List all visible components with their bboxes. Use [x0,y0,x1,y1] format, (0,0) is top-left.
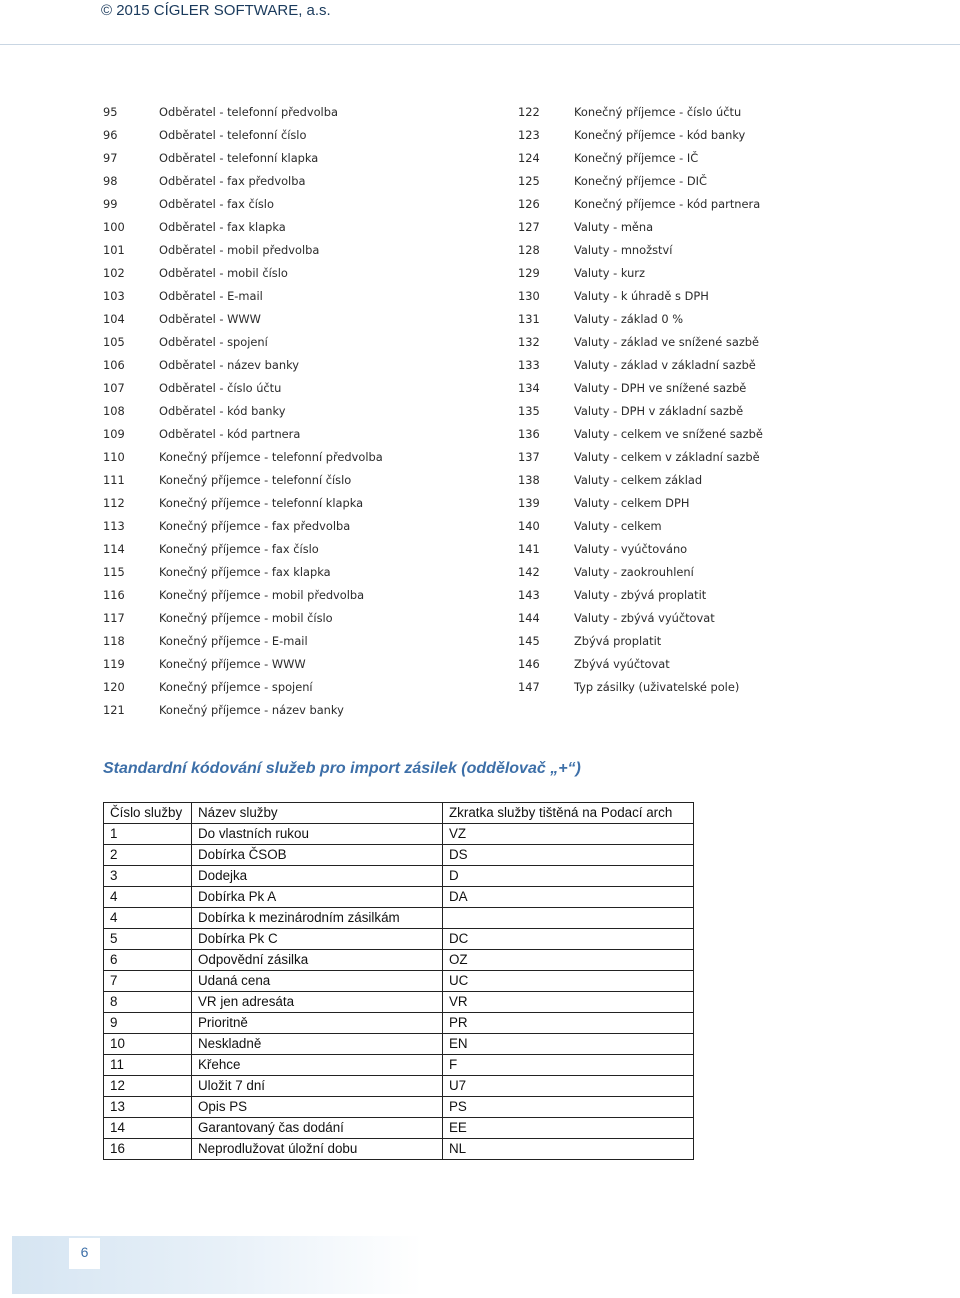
service-abbreviation: DC [443,929,694,950]
table-row [104,1097,694,1118]
field-label: Odběratel - kód partnera [159,427,301,441]
field-label: Konečný příjemce - DIČ [574,174,707,188]
service-number: 6 [104,950,192,971]
field-label: Valuty - zbývá vyúčtovat [574,611,715,625]
field-number: 142 [518,565,540,579]
section-title: Standardní kódování služeb pro import zásilek (oddělovač „+“) [103,760,581,777]
field-label: Konečný příjemce - fax předvolba [159,519,351,533]
service-abbreviation: PR [443,1013,694,1034]
service-abbreviation: D [443,866,694,887]
field-row [103,285,383,308]
field-number: 119 [103,657,125,671]
field-label: Odběratel - číslo účtu [159,381,282,395]
table-row [104,971,694,992]
service-abbreviation: EN [443,1034,694,1055]
page-number: 6 [69,1238,100,1269]
field-row [518,124,763,147]
field-row [518,331,763,354]
service-abbreviation: PS [443,1097,694,1118]
field-number: 123 [518,128,540,142]
field-label: Valuty - kurz [574,266,645,280]
field-label: Odběratel - telefonní klapka [159,151,319,165]
field-number: 146 [518,657,540,671]
field-number: 101 [103,243,125,257]
service-name: Do vlastních rukou [192,824,443,845]
field-number: 99 [103,197,118,211]
field-number: 96 [103,128,118,142]
service-name: Křehce [192,1055,443,1076]
field-label: Zbývá vyúčtovat [574,657,670,671]
field-number: 132 [518,335,540,349]
field-label: Konečný příjemce - fax číslo [159,542,319,556]
field-number: 122 [518,105,540,119]
page-header [0,0,960,45]
field-label: Valuty - vyúčtováno [574,542,688,556]
field-row [103,653,383,676]
field-row [518,538,763,561]
field-label: Odběratel - název banky [159,358,299,372]
field-label: Odběratel - telefonní číslo [159,128,307,142]
field-number: 136 [518,427,540,441]
field-number: 134 [518,381,540,395]
field-label: Valuty - množství [574,243,673,257]
field-number: 147 [518,680,540,694]
field-number: 114 [103,542,125,556]
field-row [518,446,763,469]
field-label: Odběratel - fax číslo [159,197,274,211]
field-row [103,699,383,722]
field-number: 110 [103,450,125,464]
service-number: 16 [104,1139,192,1160]
field-label: Konečný příjemce - telefonní klapka [159,496,364,510]
field-number: 141 [518,542,540,556]
field-label: Valuty - celkem [574,519,662,533]
service-name: Garantovaný čas dodání [192,1118,443,1139]
field-label: Konečný příjemce - spojení [159,680,313,694]
column-header-name: Název služby [192,803,443,824]
field-number: 139 [518,496,540,510]
field-number: 126 [518,197,540,211]
copyright-text: © 2015 CÍGLER SOFTWARE, a.s. [101,2,331,19]
field-number: 108 [103,404,125,418]
field-row [103,101,383,124]
field-row [103,538,383,561]
table-row [104,1034,694,1055]
field-label: Konečný příjemce - telefonní číslo [159,473,352,487]
field-number: 102 [103,266,125,280]
field-number: 112 [103,496,125,510]
field-row [518,193,763,216]
field-label: Odběratel - spojení [159,335,268,349]
field-label: Valuty - k úhradě s DPH [574,289,709,303]
service-number: 8 [104,992,192,1013]
field-row [103,469,383,492]
field-label: Valuty - základ v základní sazbě [574,358,756,372]
service-abbreviation: VR [443,992,694,1013]
field-number: 98 [103,174,118,188]
field-number: 115 [103,565,125,579]
service-abbreviation: F [443,1055,694,1076]
field-label: Konečný příjemce - název banky [159,703,344,717]
field-number: 100 [103,220,125,234]
field-row [103,124,383,147]
table-row [104,824,694,845]
field-number: 105 [103,335,125,349]
field-number: 127 [518,220,540,234]
field-list-left [103,101,383,722]
field-label: Valuty - zaokrouhlení [574,565,694,579]
field-row [103,607,383,630]
field-row [518,216,763,239]
field-row [103,584,383,607]
field-label: Typ zásilky (uživatelské pole) [574,680,740,694]
field-row [103,331,383,354]
service-number: 3 [104,866,192,887]
service-name: Prioritně [192,1013,443,1034]
service-number: 5 [104,929,192,950]
field-label: Valuty - DPH v základní sazbě [574,404,744,418]
field-row [518,653,763,676]
field-row [103,515,383,538]
field-label: Valuty - DPH ve snížené sazbě [574,381,747,395]
field-row [518,607,763,630]
field-label: Valuty - zbývá proplatit [574,588,707,602]
service-number: 9 [104,1013,192,1034]
service-abbreviation: DS [443,845,694,866]
field-row [518,676,763,699]
service-number: 14 [104,1118,192,1139]
field-row [518,354,763,377]
field-label: Konečný příjemce - kód banky [574,128,746,142]
field-row [518,400,763,423]
service-abbreviation: UC [443,971,694,992]
field-number: 129 [518,266,540,280]
table-row [104,1076,694,1097]
service-number: 2 [104,845,192,866]
service-abbreviation: DA [443,887,694,908]
field-label: Konečný příjemce - číslo účtu [574,105,742,119]
field-row [103,377,383,400]
field-label: Valuty - základ ve snížené sazbě [574,335,760,349]
field-row [103,147,383,170]
field-label: Konečný příjemce - WWW [159,657,306,671]
field-row [103,561,383,584]
table-row [104,845,694,866]
service-number: 4 [104,887,192,908]
field-number: 103 [103,289,125,303]
field-label: Odběratel - fax předvolba [159,174,306,188]
service-name: Opis PS [192,1097,443,1118]
service-abbreviation: OZ [443,950,694,971]
table-row [104,992,694,1013]
service-name: Dobírka k mezinárodním zásilkám [192,908,443,929]
field-row [518,561,763,584]
field-row [518,308,763,331]
field-number: 106 [103,358,125,372]
table-row [104,887,694,908]
service-number: 10 [104,1034,192,1055]
field-label: Odběratel - mobil číslo [159,266,288,280]
field-row [103,492,383,515]
field-number: 104 [103,312,125,326]
service-name: Dodejka [192,866,443,887]
field-number: 125 [518,174,540,188]
field-row [518,285,763,308]
field-row [103,193,383,216]
field-label: Odběratel - mobil předvolba [159,243,320,257]
field-number: 117 [103,611,125,625]
field-label: Konečný příjemce - kód partnera [574,197,761,211]
field-row [103,170,383,193]
field-number: 140 [518,519,540,533]
field-label: Konečný příjemce - IČ [574,151,699,165]
field-label: Valuty - celkem ve snížené sazbě [574,427,763,441]
field-label: Valuty - celkem základ [574,473,703,487]
table-row [104,1139,694,1160]
field-number: 124 [518,151,540,165]
field-row [518,101,763,124]
column-header-number: Číslo služby [104,803,192,824]
field-row [103,630,383,653]
field-row [518,515,763,538]
field-label: Konečný příjemce - E-mail [159,634,308,648]
table-row [104,1013,694,1034]
column-header-abbreviation: Zkratka služby tištěná na Podací arch [443,803,694,824]
field-number: 128 [518,243,540,257]
field-row [103,446,383,469]
field-number: 145 [518,634,540,648]
field-row [518,170,763,193]
table-row [104,1055,694,1076]
field-row [103,676,383,699]
field-number: 137 [518,450,540,464]
field-label: Odběratel - telefonní předvolba [159,105,338,119]
field-row [518,492,763,515]
field-number: 143 [518,588,540,602]
service-number: 12 [104,1076,192,1097]
service-number: 7 [104,971,192,992]
service-name: Odpovědní zásilka [192,950,443,971]
field-label: Konečný příjemce - mobil předvolba [159,588,365,602]
field-label: Konečný příjemce - mobil číslo [159,611,333,625]
service-name: Dobírka Pk A [192,887,443,908]
field-list-right [518,101,763,699]
service-name: Uložit 7 dní [192,1076,443,1097]
service-abbreviation [443,908,694,929]
field-label: Odběratel - kód banky [159,404,286,418]
field-number: 118 [103,634,125,648]
field-number: 111 [103,473,125,487]
service-name: Dobírka Pk C [192,929,443,950]
table-row [104,950,694,971]
field-row [518,239,763,262]
service-name: Udaná cena [192,971,443,992]
field-number: 133 [518,358,540,372]
field-number: 116 [103,588,125,602]
field-row [103,423,383,446]
field-row [518,262,763,285]
table-row [104,866,694,887]
field-row [103,262,383,285]
field-number: 144 [518,611,540,625]
field-number: 138 [518,473,540,487]
field-row [518,630,763,653]
field-row [518,377,763,400]
field-number: 135 [518,404,540,418]
field-label: Odběratel - WWW [159,312,261,326]
field-row [518,147,763,170]
field-label: Odběratel - fax klapka [159,220,286,234]
field-label: Zbývá proplatit [574,634,662,648]
field-number: 107 [103,381,125,395]
field-label: Konečný příjemce - telefonní předvolba [159,450,383,464]
field-number: 95 [103,105,118,119]
services-table [103,802,694,1160]
service-abbreviation: VZ [443,824,694,845]
service-number: 13 [104,1097,192,1118]
field-number: 109 [103,427,125,441]
table-row [104,1118,694,1139]
service-number: 1 [104,824,192,845]
field-label: Valuty - celkem v základní sazbě [574,450,760,464]
service-abbreviation: NL [443,1139,694,1160]
field-row [103,239,383,262]
field-label: Valuty - základ 0 % [574,312,684,326]
field-number: 121 [103,703,125,717]
field-row [103,400,383,423]
service-abbreviation: U7 [443,1076,694,1097]
table-row [104,929,694,950]
service-abbreviation: EE [443,1118,694,1139]
field-number: 131 [518,312,540,326]
table-header-row [104,803,694,824]
field-row [103,354,383,377]
field-number: 120 [103,680,125,694]
field-label: Konečný příjemce - fax klapka [159,565,331,579]
service-name: VR jen adresáta [192,992,443,1013]
field-row [518,584,763,607]
field-row [103,216,383,239]
field-row [103,308,383,331]
table-row [104,908,694,929]
service-number: 4 [104,908,192,929]
service-name: Dobírka ČSOB [192,845,443,866]
service-name: Neprodlužovat úložní dobu [192,1139,443,1160]
field-number: 113 [103,519,125,533]
field-label: Odběratel - E-mail [159,289,263,303]
field-label: Valuty - měna [574,220,654,234]
field-label: Valuty - celkem DPH [574,496,690,510]
service-name: Neskladně [192,1034,443,1055]
field-number: 97 [103,151,118,165]
service-number: 11 [104,1055,192,1076]
field-row [518,469,763,492]
field-number: 130 [518,289,540,303]
field-row [518,423,763,446]
